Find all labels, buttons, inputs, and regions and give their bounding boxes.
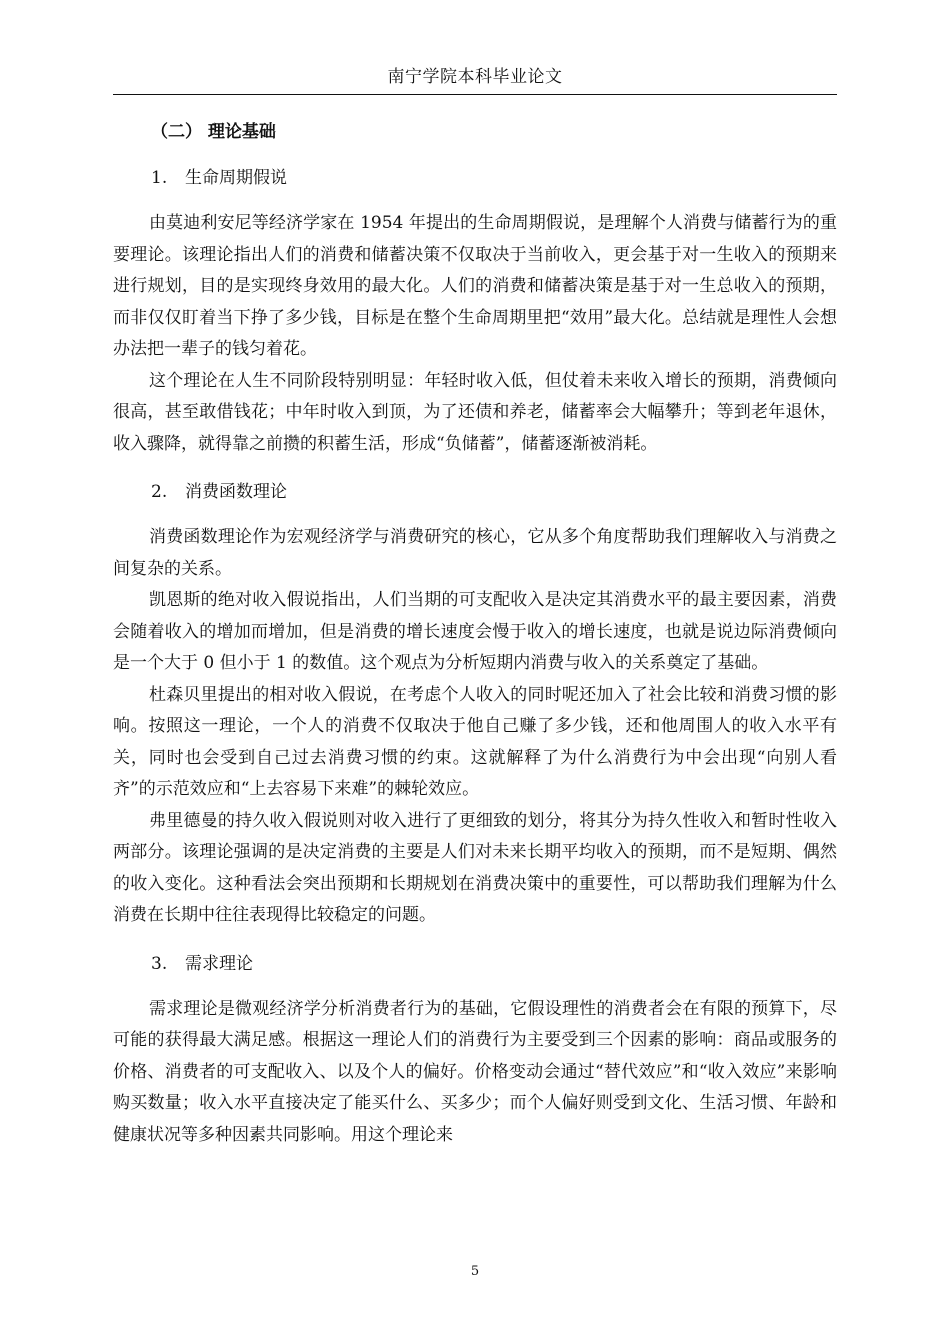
subsection-number: 2.	[151, 482, 168, 502]
paragraph: 需求理论是微观经济学分析消费者行为的基础，它假设理性的消费者会在有限的预算下，尽可能的获得最大满足感。根据这一理论人们的消费行为主要受到三个因素的影响：商品或服务的价格、消费者的可支配收入、以及个人的偏好。价格变动会通过“替代效应”和“收入效应”来影响购买数量；收入水平直接决定了能买什么、买多少；而个人偏好则受到文化、生活习惯、年龄和健康状况等多种因素共同影响。用这个理论来	[113, 998, 837, 1145]
subsection-title: 生命周期假说	[185, 168, 287, 188]
subsection-number: 1.	[151, 168, 168, 188]
paragraph: 这个理论在人生不同阶段特别明显：年轻时收入低，但仗着未来收入增长的预期，消费倾向很高，甚至敢借钱花；中年时收入到顶，为了还债和养老，储蓄率会大幅攀升；等到老年退休，收入骤降，就得靠之前攒的积蓄生活，形成“负储蓄”，储蓄逐渐被消耗。	[113, 370, 837, 454]
subsection-title: 消费函数理论	[185, 482, 287, 502]
paragraph: 凯恩斯的绝对收入假说指出，人们当期的可支配收入是决定其消费水平的最主要因素，消费会随着收入的增加而增加，但是消费的增长速度会慢于收入的增长速度，也就是说边际消费倾向是一个大于 0 但小于 1 的数值。这个观点为分析短期内消费与收入的关系奠定了基础。	[113, 590, 837, 673]
section-heading: （二） 理论基础	[151, 122, 276, 142]
document-body	[113, 116, 837, 1151]
paragraph: 消费函数理论作为宏观经济学与消费研究的核心，它从多个角度帮助我们理解收入与消费之间复杂的关系。	[113, 527, 837, 579]
page-number: 5	[470, 1264, 480, 1279]
page-header-title: 南宁学院本科毕业论文	[387, 67, 563, 87]
paragraph: 弗里德曼的持久收入假说则对收入进行了更细致的划分，将其分为持久性收入和暂时性收入两部分。该理论强调的是决定消费的主要是人们对未来长期平均收入的预期，而不是短期、偶然的收入变化。这种看法会突出预期和长期规划在消费决策中的重要性，可以帮助我们理解为什么消费在长期中往往表现得比较稳定的问题。	[113, 810, 837, 925]
header-divider	[113, 94, 837, 95]
subsection-heading-life-cycle	[151, 162, 837, 194]
subsection-number: 3.	[151, 953, 168, 974]
subsection-heading-demand-theory	[151, 948, 837, 980]
paragraph: 由莫迪利安尼等经济学家在 1954 年提出的生命周期假说，是理解个人消费与储蓄行为的重要理论。该理论指出人们的消费和储蓄决策不仅取决于当前收入，更会基于对一生收入的预期来进行规划，目的是实现终身效用的最大化。人们的消费和储蓄决策是基于对一生总收入的预期，而非仅仅盯着当下挣了多少钱，目标是在整个生命周期里把“效用”最大化。总结就是理性人会想办法把一辈子的钱匀着花。	[113, 213, 837, 359]
subsection-title: 需求理论	[185, 953, 253, 974]
subsection-heading-consumption-function	[151, 476, 837, 508]
paragraph: 杜森贝里提出的相对收入假说，在考虑个人收入的同时呢还加入了社会比较和消费习惯的影响。按照这一理论，一个人的消费不仅取决于他自己赚了多少钱，还和他周围人的收入水平有关，同时也会受到自己过去消费习惯的约束。这就解释了为什么消费行为中会出现“向别人看齐”的示范效应和“上去容易下来难”的棘轮效应。	[113, 684, 837, 799]
